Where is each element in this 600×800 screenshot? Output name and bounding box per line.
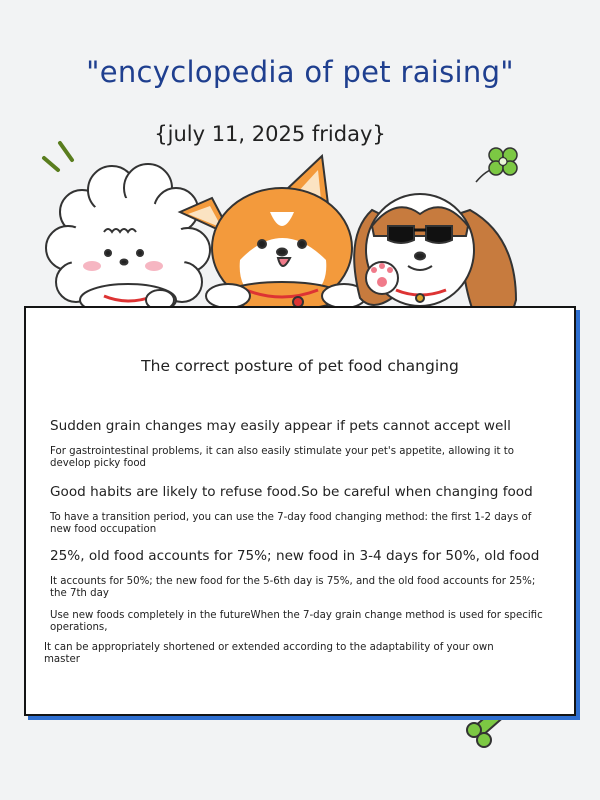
info-board xyxy=(24,306,576,716)
poodle-icon xyxy=(46,164,210,316)
paragraph: It accounts for 50%; the new food for the 5-6th day is 75%, and the old food accounts for 25%; the 7th day xyxy=(50,576,536,600)
corgi-icon xyxy=(180,156,366,310)
paragraph: Use new foods completely in the futureWhen the 7-day grain change method is used for specific operations, xyxy=(50,610,543,634)
paragraph: 25%, old food accounts for 75%; new food in 3-4 days for 50%, old food xyxy=(50,548,540,564)
paragraph: Good habits are likely to refuse food.So be careful when changing food xyxy=(50,484,533,500)
page-title: "encyclopedia of pet raising" xyxy=(86,55,514,89)
paragraph: Sudden grain changes may easily appear if pets cannot accept well xyxy=(50,418,511,434)
date-label: {july 11, 2025 friday} xyxy=(154,122,386,146)
paragraph: For gastrointestinal problems, it can also easily stimulate your pet's appetite, allowing it to develop picky food xyxy=(50,446,515,470)
clover-icon xyxy=(476,148,517,182)
paragraph: To have a transition period, you can use the 7-day food changing method: the first 1-2 days of new food occupation xyxy=(50,512,532,536)
article-heading: The correct posture of pet food changing xyxy=(141,357,459,375)
sparkle-icon xyxy=(44,143,72,170)
paragraph: It can be appropriately shortened or extended according to the adaptability of your own master xyxy=(44,642,494,666)
